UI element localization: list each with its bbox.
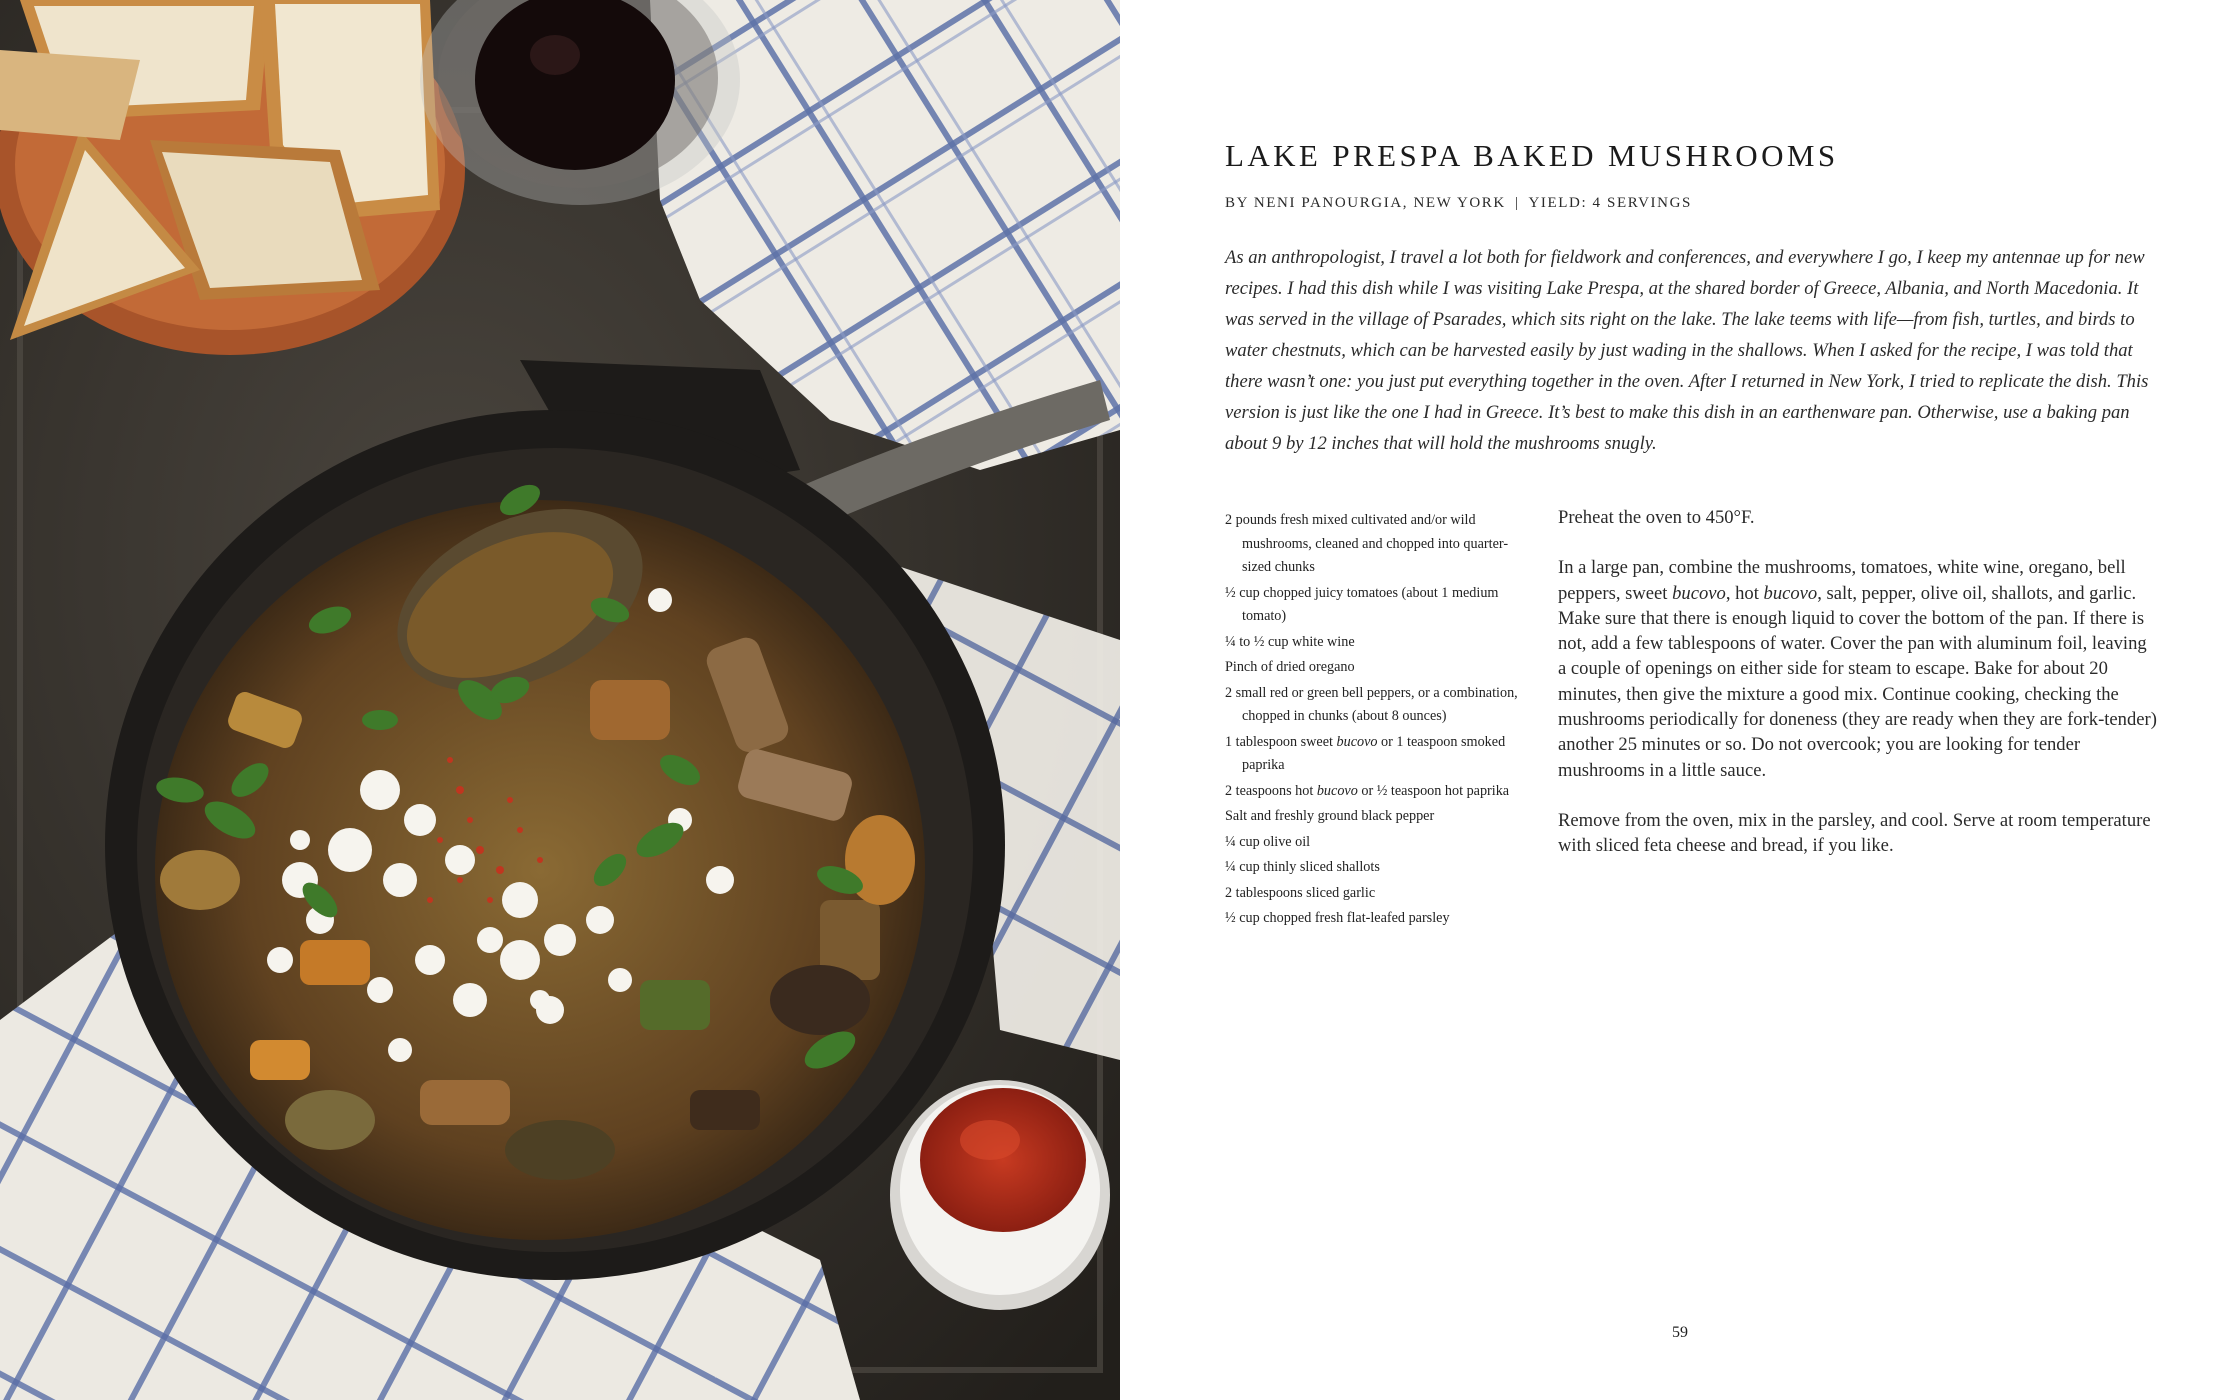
text-segment: Remove from the oven, mix in the parsley, and cool. Serve at room temperature with sliced feta cheese and bread, if you like. (1558, 809, 2151, 857)
text-segment: ¼ to ½ cup white wine (1225, 633, 1355, 650)
byline (1225, 195, 1692, 212)
text-segment: or 1 teaspoon smoked paprika (1242, 733, 1506, 773)
ingredient-item (1225, 656, 1527, 680)
text-segment: 2 tablespoons sliced garlic (1225, 884, 1376, 901)
byline-author: BY NENI PANOURGIA, NEW YORK (1225, 195, 1506, 211)
text-segment: ¼ cup olive oil (1225, 833, 1311, 850)
byline-separator: | (1514, 195, 1520, 211)
text-segment: Preheat the oven to 450°F. (1558, 507, 1755, 528)
ingredient-item (1225, 907, 1527, 931)
byline-yield: YIELD: 4 SERVINGS (1528, 195, 1692, 211)
text-segment: In a large pan, combine the mushrooms, tomatoes, white wine, oregano, bell peppers, sweet (1558, 557, 2126, 604)
text-segment: 2 pounds fresh mixed cultivated and/or wild mushrooms, cleaned and chopped into quarter-sized chunks (1225, 512, 1509, 575)
ingredient-item (1225, 831, 1527, 855)
method-steps (1558, 505, 2158, 884)
italic-term: bucovo (1336, 733, 1378, 750)
ingredient-item (1225, 582, 1527, 629)
page-number: 59 (1672, 1324, 1688, 1341)
recipe-intro: As an anthropologist, I travel a lot both for fieldwork and conferences, and everywhere I go, I keep my antennae up for new recipes. I had this dish while I was visiting Lake Prespa, at the shared border of Greece, Albania, and North Macedonia. It was served in the village of Psarades, which sits right on the lake. The lake teems with life—from fish, turtles, and birds to water chestnuts, which can be harvested easily by just wading in the shallows. When I asked for the recipe, I was told that there wasn’t one: you just put everything together in the oven. After I returned in New York, I tried to replicate the dish. This version is just like the one I had in Greece. It’s best to make this dish in an earthenware pan. Otherwise, use a baking pan about 9 by 12 inches that will hold the mushrooms snugly. (1225, 247, 2149, 454)
ingredient-item (1225, 731, 1527, 778)
method-step (1558, 555, 2158, 783)
ingredient-item (1225, 631, 1527, 655)
ingredient-item (1225, 882, 1527, 906)
italic-term: bucovo (1316, 782, 1358, 799)
text-segment: , salt, pepper, olive oil, shallots, and garlic. Make sure that there is enough liquid to cover the bottom of the pan. If there is not, add a few tablespoons of water. Cover the pan with aluminum foil, leaving a couple of openings on either side for steam to escape. Bake for about 20 minutes, then give the mixture a good mix. Continue cooking, checking the mushrooms periodically for doneness (they are ready when they are fork-tender) another 25 minutes or so. Do not overcook; you are looking for tender mushrooms in a little sauce. (1558, 582, 2157, 781)
text-segment: Salt and freshly ground black pepper (1225, 808, 1435, 824)
recipe-page (1120, 0, 2240, 1400)
text-segment: or ½ teaspoon hot paprika (1357, 782, 1510, 799)
text-segment: 1 tablespoon sweet (1225, 733, 1337, 750)
method-step (1558, 808, 2158, 859)
text-segment: 2 small red or green bell peppers, or a combination, chopped in chunks (about 8 ounces) (1225, 684, 1518, 724)
text-segment: Pinch of dried oregano (1225, 659, 1355, 675)
chili-flake-bowl (890, 1080, 1110, 1310)
text-segment: 2 teaspoons hot (1225, 782, 1317, 799)
ingredient-item (1225, 856, 1527, 880)
ingredients-list (1225, 509, 1527, 933)
italic-term: bucovo (1672, 582, 1726, 604)
method-step (1558, 505, 2158, 530)
italic-term: bucovo (1763, 582, 1818, 604)
recipe-title: LAKE PRESPA BAKED MUSHROOMS (1225, 138, 1839, 173)
text-segment: ½ cup chopped fresh flat-leafed parsley (1225, 910, 1450, 926)
ingredient-item (1225, 805, 1527, 829)
ingredient-item (1225, 682, 1527, 729)
text-segment: , hot (1725, 582, 1764, 604)
text-segment: ¼ cup thinly sliced shallots (1225, 859, 1380, 875)
ingredient-item (1225, 780, 1527, 804)
ingredient-item (1225, 509, 1527, 580)
text-segment: ½ cup chopped juicy tomatoes (about 1 medium tomato) (1225, 584, 1499, 624)
